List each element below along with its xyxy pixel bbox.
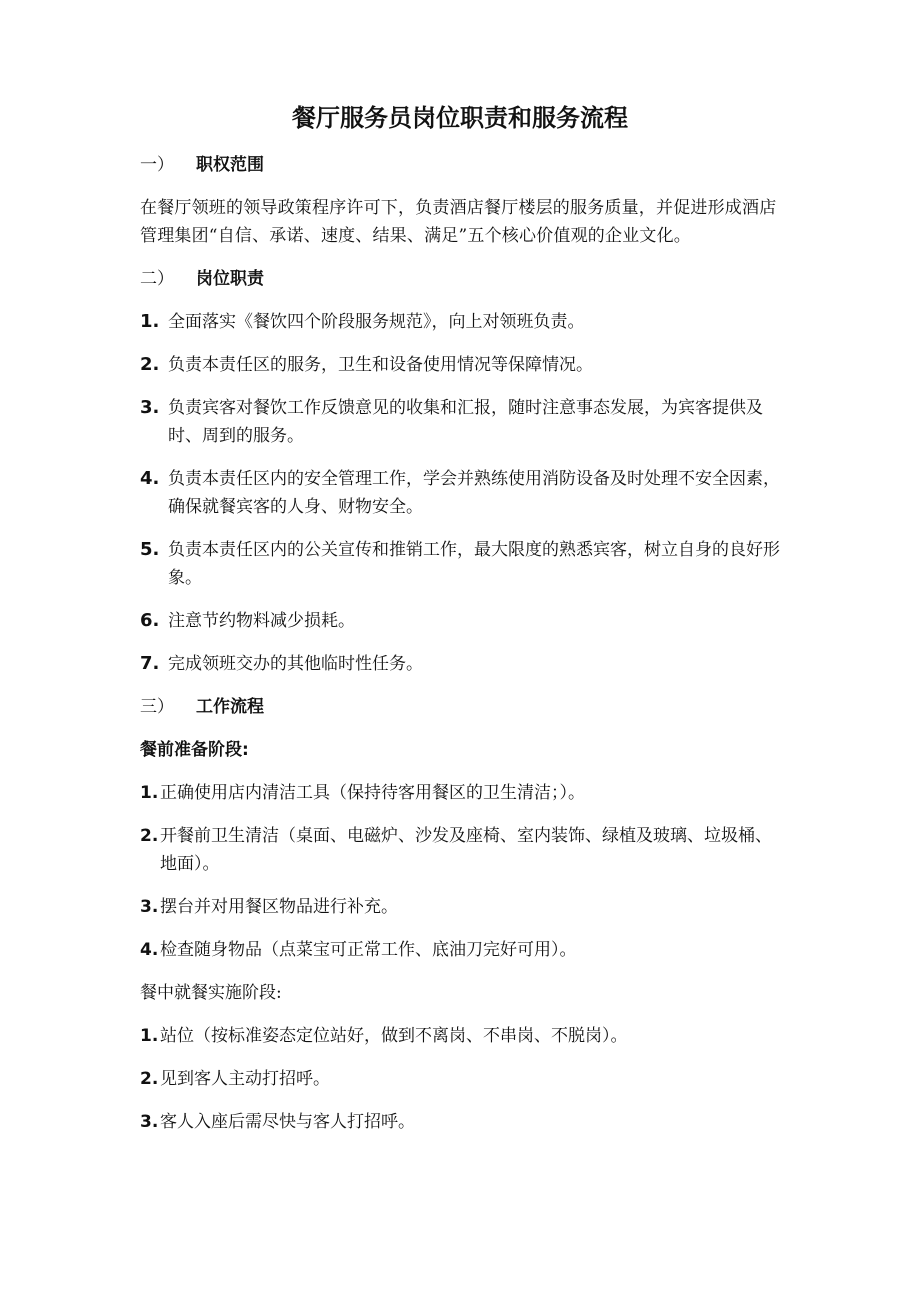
- step-item: [140, 1022, 780, 1050]
- step-text: 客人入座后需尽快与客人打招呼。: [160, 1112, 415, 1132]
- step-number: 2.: [140, 826, 159, 846]
- section-title: 岗位职责: [196, 269, 264, 289]
- scope-paragraph: 在餐厅领班的领导政策程序许可下，负责酒店餐厅楼层的服务质量，并促进形成酒店管理集团“自信、承诺、速度、结果、满足”五个核心价值观的企业文化。: [140, 198, 777, 246]
- duty-number: 7.: [140, 653, 160, 674]
- duty-text: 负责本责任区内的安全管理工作，学会并熟练使用消防设备及时处理不安全因素，确保就餐宾客的人身、财物安全。: [168, 469, 780, 517]
- step-text: 正确使用店内清洁工具（保持待客用餐区的卫生清洁；）。: [160, 783, 585, 803]
- duty-text: 注意节约物料减少损耗。: [168, 611, 355, 631]
- step-text: 见到客人主动打招呼。: [160, 1069, 330, 1089]
- section-heading-scope: [140, 151, 780, 179]
- duty-item: [140, 394, 780, 450]
- duty-number: 1.: [140, 311, 160, 332]
- step-number: 2.: [140, 1069, 159, 1089]
- step-text: 检查随身物品（点菜宝可正常工作、底油刀完好可用）。: [160, 940, 577, 960]
- document-title: 餐厅服务员岗位职责和服务流程: [292, 104, 628, 132]
- step-item: [140, 893, 780, 921]
- duty-number: 3.: [140, 397, 160, 418]
- step-number: 3.: [140, 897, 159, 917]
- duty-number: 4.: [140, 468, 160, 489]
- step-text: 摆台并对用餐区物品进行补充。: [160, 897, 398, 917]
- step-number: 1.: [140, 1026, 159, 1046]
- step-item: [140, 1108, 780, 1136]
- document-body: [140, 100, 780, 1151]
- section-title: 工作流程: [196, 697, 264, 717]
- step-text: 开餐前卫生清洁（桌面、电磁炉、沙发及座椅、室内装饰、绿植及玻璃、垃圾桶、地面）。: [160, 826, 772, 874]
- step-number: 1.: [140, 783, 159, 803]
- duty-text: 全面落实《餐饮四个阶段服务规范》，向上对领班负责。: [168, 312, 585, 332]
- section-heading-duties: [140, 265, 780, 293]
- duty-number: 5.: [140, 539, 160, 560]
- duty-item: [140, 308, 780, 336]
- step-number: 4.: [140, 940, 159, 960]
- duty-item: [140, 351, 780, 379]
- duty-text: 完成领班交办的其他临时性任务。: [168, 654, 423, 674]
- duty-item: [140, 607, 780, 635]
- section-title: 职权范围: [196, 155, 264, 175]
- duty-item: [140, 650, 780, 678]
- section-number: 三）: [140, 697, 174, 717]
- section-number: 一）: [140, 155, 174, 175]
- duty-item: [140, 536, 780, 592]
- duty-number: 2.: [140, 354, 160, 375]
- step-item: [140, 779, 780, 807]
- step-number: 3.: [140, 1112, 159, 1132]
- step-text: 站位（按标准姿态定位站好，做到不离岗、不串岗、不脱岗）。: [160, 1026, 628, 1046]
- duty-number: 6.: [140, 610, 160, 631]
- phase-heading-preparation: 餐前准备阶段:: [140, 740, 249, 760]
- step-item: [140, 822, 780, 878]
- duty-item: [140, 465, 780, 521]
- step-item: [140, 1065, 780, 1093]
- duty-text: 负责宾客对餐饮工作反馈意见的收集和汇报，随时注意事态发展，为宾客提供及时、周到的服务。: [168, 398, 763, 446]
- section-heading-workflow: [140, 693, 780, 721]
- step-item: [140, 936, 780, 964]
- duty-text: 负责本责任区的服务，卫生和设备使用情况等保障情况。: [168, 355, 593, 375]
- duty-text: 负责本责任区内的公关宣传和推销工作，最大限度的熟悉宾客，树立自身的良好形象。: [168, 540, 780, 588]
- section-number: 二）: [140, 269, 174, 289]
- phase-heading-dining: 餐中就餐实施阶段:: [140, 983, 282, 1003]
